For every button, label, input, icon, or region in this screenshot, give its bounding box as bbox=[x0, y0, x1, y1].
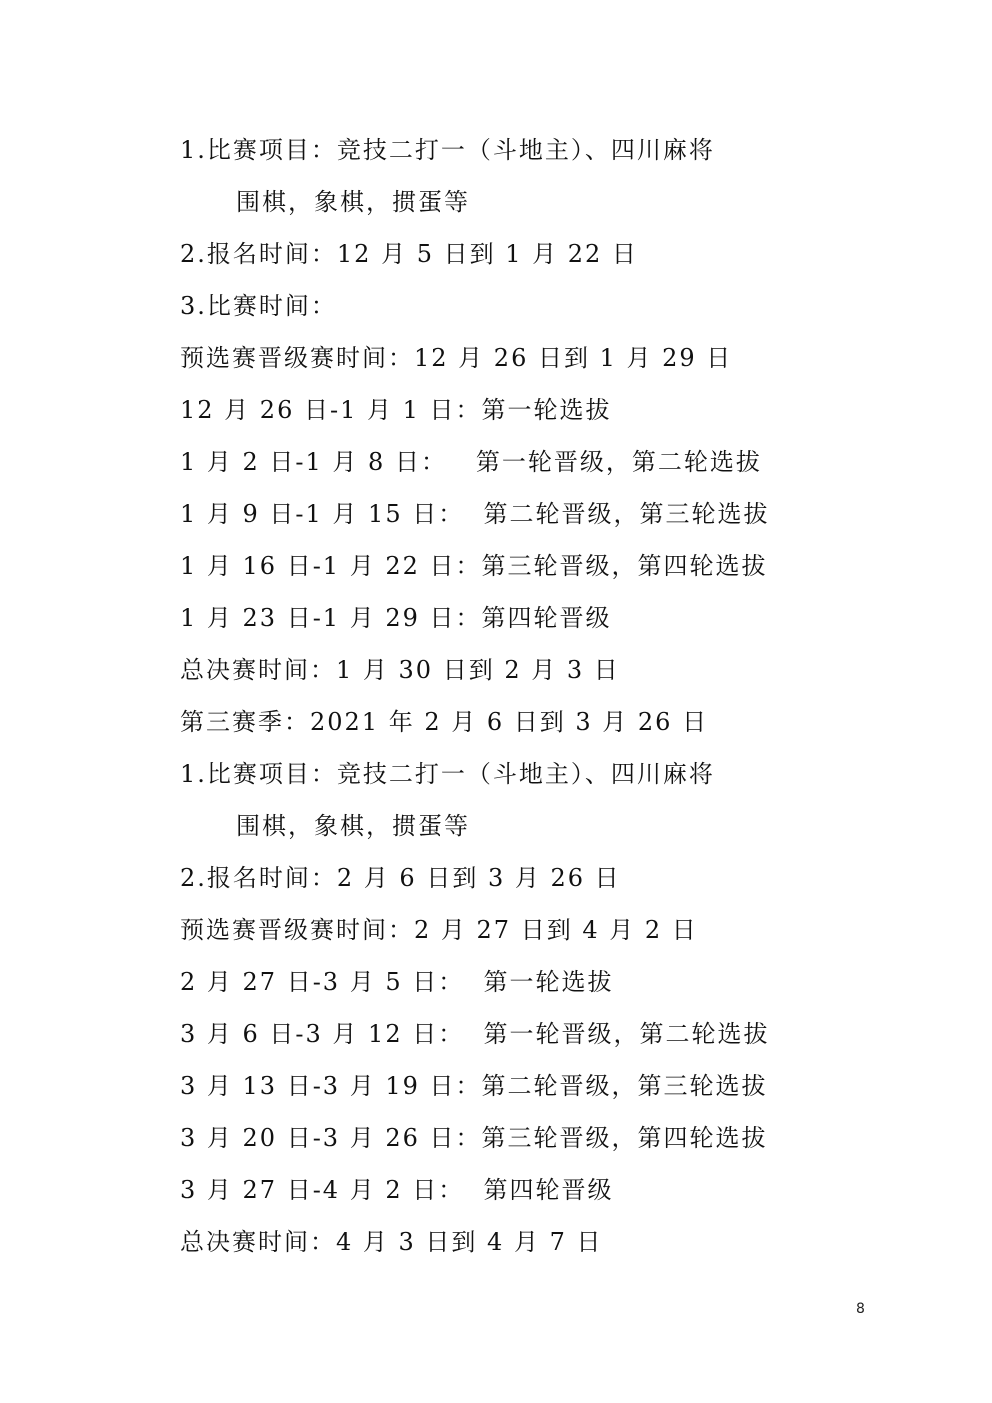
text-line: 3.比赛时间： bbox=[180, 292, 337, 320]
text-line: 1 月 2 日-1 月 8 日： 第一轮晋级，第二轮选拔 bbox=[180, 448, 762, 476]
text-line: 2.报名时间：2 月 6 日到 3 月 26 日 bbox=[180, 864, 621, 892]
text-line: 3 月 20 日-3 月 26 日：第三轮晋级，第四轮选拔 bbox=[180, 1124, 768, 1152]
text-line: 3 月 13 日-3 月 19 日：第二轮晋级，第三轮选拔 bbox=[180, 1072, 768, 1100]
text-line: 围棋，象棋，掼蛋等 bbox=[236, 188, 470, 216]
text-line: 1 月 16 日-1 月 22 日：第三轮晋级，第四轮选拔 bbox=[180, 552, 768, 580]
text-line: 预选赛晋级赛时间：2 月 27 日到 4 月 2 日 bbox=[180, 916, 698, 944]
text-line: 12 月 26 日-1 月 1 日：第一轮选拔 bbox=[180, 396, 612, 424]
text-line: 2.报名时间：12 月 5 日到 1 月 22 日 bbox=[180, 240, 638, 268]
text-line: 2 月 27 日-3 月 5 日： 第一轮选拔 bbox=[180, 968, 614, 996]
text-line: 3 月 27 日-4 月 2 日： 第四轮晋级 bbox=[180, 1176, 614, 1204]
text-line: 1.比赛项目：竞技二打一（斗地主）、四川麻将 bbox=[180, 136, 715, 164]
page-number: 8 bbox=[856, 1301, 865, 1317]
text-line: 围棋，象棋，掼蛋等 bbox=[236, 812, 470, 840]
text-line: 预选赛晋级赛时间：12 月 26 日到 1 月 29 日 bbox=[180, 344, 733, 372]
document-body bbox=[180, 124, 820, 1268]
text-line: 1 月 9 日-1 月 15 日： 第二轮晋级，第三轮选拔 bbox=[180, 500, 770, 528]
text-line: 3 月 6 日-3 月 12 日： 第一轮晋级，第二轮选拔 bbox=[180, 1020, 770, 1048]
text-line: 1 月 23 日-1 月 29 日：第四轮晋级 bbox=[180, 604, 612, 632]
section-heading: 第三赛季：2021 年 2 月 6 日到 3 月 26 日 bbox=[180, 708, 709, 736]
text-line: 总决赛时间：1 月 30 日到 2 月 3 日 bbox=[180, 656, 620, 684]
text-line: 1.比赛项目：竞技二打一（斗地主）、四川麻将 bbox=[180, 760, 715, 788]
text-line: 总决赛时间：4 月 3 日到 4 月 7 日 bbox=[180, 1228, 603, 1256]
